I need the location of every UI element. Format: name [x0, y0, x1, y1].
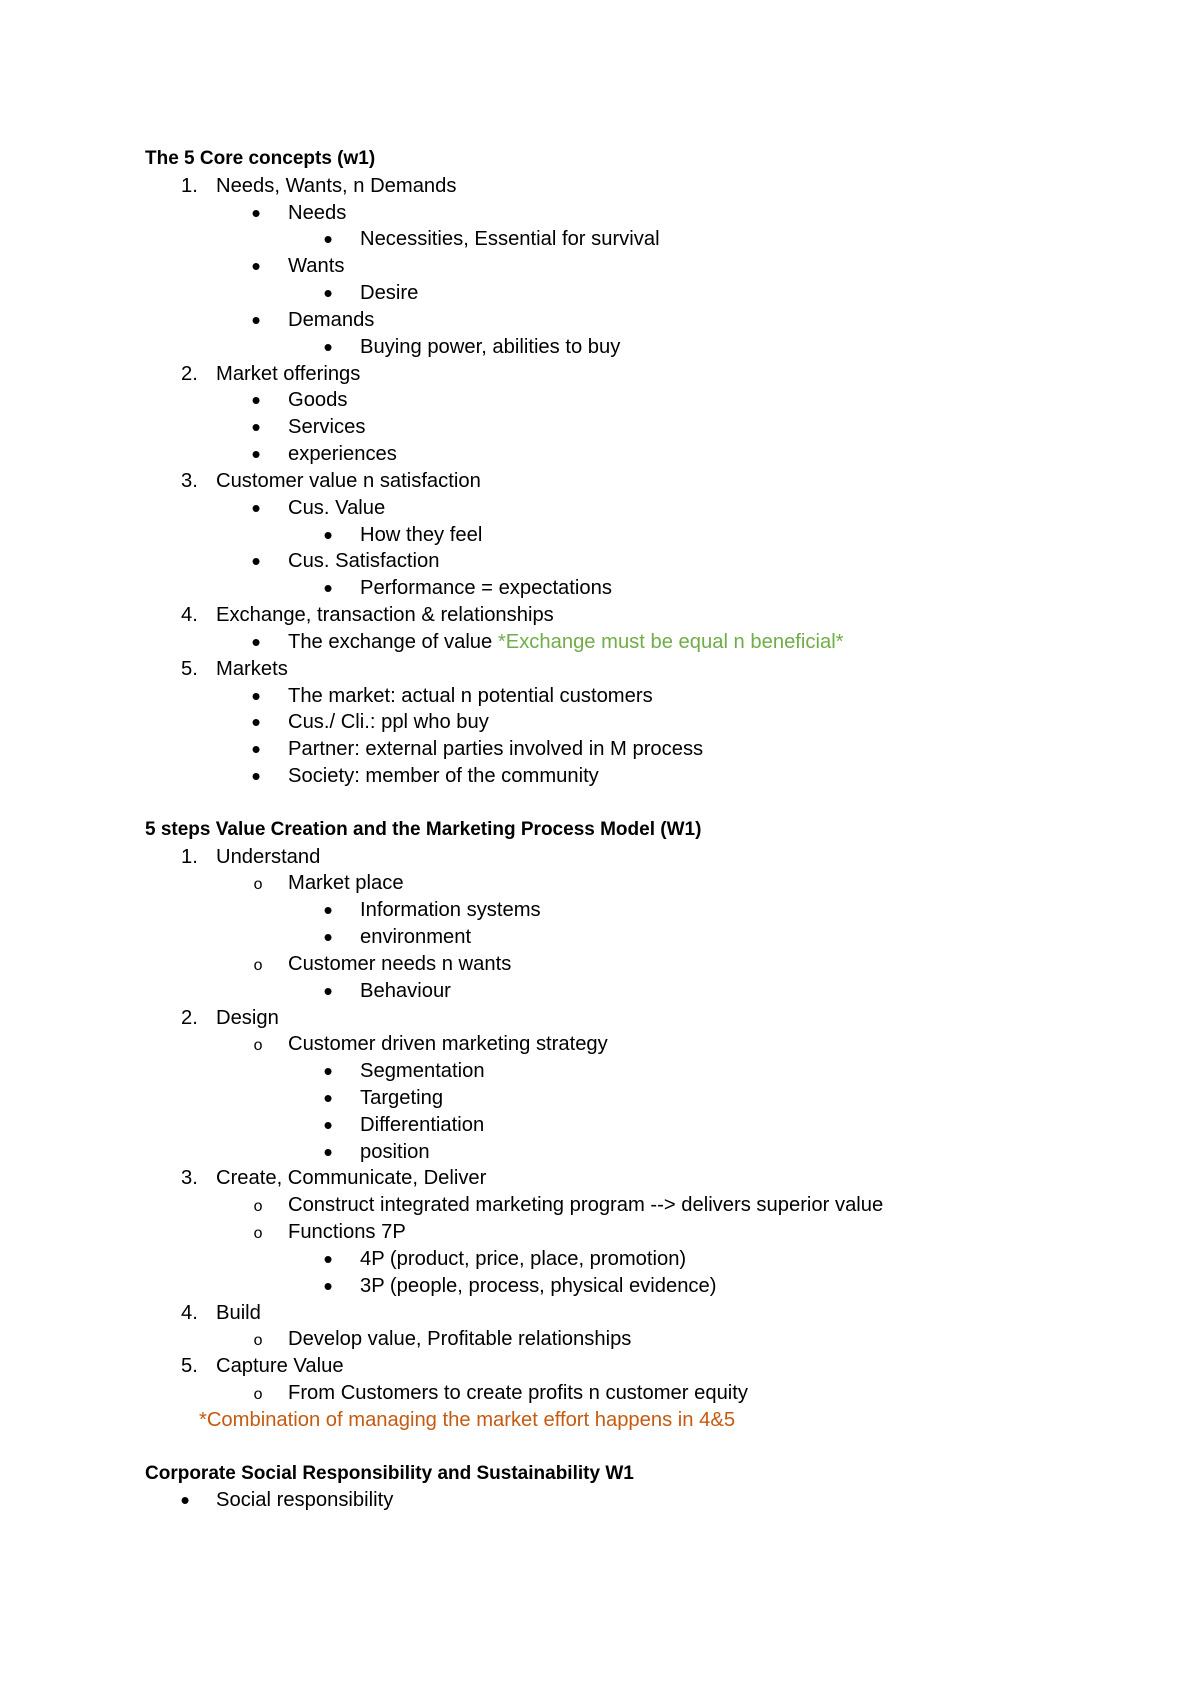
- bullet-marker: •: [251, 492, 261, 523]
- bullet-marker: •: [323, 224, 333, 255]
- sub-bullet-item: [0, 1109, 1200, 1140]
- bullet-text: Segmentation: [360, 1060, 485, 1083]
- bullet-text: Partner: external parties involved in M process: [288, 738, 704, 761]
- bullet-item: [0, 197, 1200, 228]
- bullet-text: Information systems: [360, 899, 541, 922]
- sub-bullet-item: [0, 519, 1200, 550]
- list-item-text: Build: [216, 1301, 261, 1324]
- bullet-marker: •: [251, 439, 261, 470]
- section-csr-sustainability: [0, 1461, 1200, 1515]
- bullet-item: [0, 387, 1200, 414]
- bullet-text: Differentiation: [360, 1113, 485, 1136]
- bullet-item: [0, 253, 1200, 280]
- list-number: 4.: [181, 1301, 198, 1324]
- highlight-note: *Combination of managing the market effort happens in 4&5: [199, 1408, 736, 1431]
- bullet-marker: •: [251, 680, 261, 711]
- bullet-item: [0, 1380, 1200, 1407]
- bullet-marker: •: [251, 251, 261, 282]
- list-item-text: Needs, Wants, n Demands: [216, 174, 457, 197]
- list-number: 3.: [181, 469, 198, 492]
- list-number: 5.: [181, 1355, 198, 1378]
- circle-bullet-marker: o: [253, 1037, 263, 1056]
- list-number: 1.: [181, 174, 198, 197]
- bullet-text: The market: actual n potential customers: [288, 684, 653, 707]
- section-heading-line: [0, 1461, 1200, 1488]
- numbered-item: [0, 468, 1200, 495]
- bullet-text: Customer driven marketing strategy: [288, 1033, 608, 1056]
- bullet-marker: •: [323, 922, 333, 953]
- bullet-marker: •: [323, 975, 333, 1006]
- section-heading: 5 steps Value Creation and the Marketing Process Model (W1): [145, 818, 702, 840]
- bullet-text: Society: member of the community: [288, 765, 599, 788]
- sub-bullet-item: [0, 226, 1200, 253]
- numbered-item: [0, 1165, 1200, 1192]
- list-number: 3.: [181, 1167, 198, 1190]
- bullet-marker: •: [251, 707, 261, 738]
- list-number: 5.: [181, 657, 198, 680]
- sub-bullet-item: [0, 1082, 1200, 1113]
- bullet-item: [0, 870, 1200, 897]
- bullet-item: [0, 548, 1200, 575]
- sub-bullet-item: [0, 280, 1200, 307]
- bullet-text: Demands: [288, 308, 375, 331]
- bullet-text: 4P (product, price, place, promotion): [360, 1247, 687, 1270]
- bullet-marker: •: [323, 573, 333, 604]
- bullet-text-with-note: [288, 629, 844, 656]
- sub-bullet-item: [0, 924, 1200, 951]
- bullet-marker: •: [323, 895, 333, 926]
- sub-bullet-item: [0, 1270, 1200, 1301]
- list-item-text: Market offerings: [216, 362, 361, 385]
- bullet-marker: •: [180, 1485, 190, 1516]
- bullet-item: [0, 1487, 1200, 1514]
- numbered-item: [0, 844, 1200, 871]
- bullet-text: Functions 7P: [288, 1221, 406, 1244]
- circle-bullet-marker: o: [253, 1386, 263, 1405]
- sub-bullet-item: [0, 1136, 1200, 1167]
- list-item-text: Design: [216, 1006, 279, 1029]
- section-heading-line: [0, 146, 1200, 173]
- bullet-marker: •: [251, 412, 261, 443]
- sub-bullet-item: [0, 975, 1200, 1006]
- bullet-marker: •: [323, 1109, 333, 1140]
- bullet-text: Wants: [288, 255, 345, 278]
- section-heading: The 5 Core concepts (w1): [145, 148, 376, 169]
- list-item-text: Customer value n satisfaction: [216, 469, 481, 492]
- list-number: 4.: [181, 604, 198, 627]
- bullet-marker: •: [323, 1136, 333, 1167]
- bullet-text: Goods: [288, 389, 348, 412]
- numbered-item: [0, 656, 1200, 683]
- bullet-text: From Customers to create profits n customer equity: [288, 1382, 748, 1405]
- list-item-text: Exchange, transaction & relationships: [216, 604, 554, 627]
- numbered-item: [0, 361, 1200, 388]
- bullet-marker: •: [323, 1270, 333, 1301]
- list-item-text: Markets: [216, 657, 288, 680]
- highlight-note-line: [0, 1407, 1200, 1434]
- bullet-text: experiences: [288, 443, 397, 466]
- bullet-item: [0, 1031, 1200, 1058]
- numbered-item: [0, 1005, 1200, 1032]
- bullet-item: [0, 951, 1200, 978]
- circle-bullet-marker: o: [253, 1332, 263, 1351]
- sub-bullet-item: [0, 575, 1200, 602]
- list-item-text: Understand: [216, 845, 321, 868]
- bullet-marker: •: [323, 519, 333, 550]
- bullet-text: Develop value, Profitable relationships: [288, 1328, 632, 1351]
- bullet-item: [0, 626, 1200, 657]
- section-heading-line: [0, 817, 1200, 844]
- bullet-item: [0, 709, 1200, 736]
- circle-bullet-marker: o: [253, 956, 263, 975]
- bullet-item: [0, 414, 1200, 441]
- bullet-text: Targeting: [360, 1086, 444, 1109]
- sub-bullet-item: [0, 897, 1200, 924]
- bullet-text: environment: [360, 926, 472, 949]
- highlight-note: *Exchange must be equal n beneficial*: [497, 630, 844, 653]
- bullet-item: [0, 1326, 1200, 1353]
- bullet-marker: •: [323, 1082, 333, 1113]
- document-page: [0, 146, 1200, 1514]
- bullet-text: Cus. Satisfaction: [288, 550, 440, 573]
- list-number: 2.: [181, 1006, 198, 1029]
- bullet-marker: •: [251, 626, 261, 657]
- bullet-text: Necessities, Essential for survival: [360, 228, 660, 251]
- bullet-item: [0, 441, 1200, 468]
- list-number: 1.: [181, 845, 198, 868]
- bullet-text: Buying power, abilities to buy: [360, 335, 621, 358]
- bullet-marker: •: [251, 761, 261, 792]
- bullet-item: [0, 492, 1200, 523]
- sub-bullet-item: [0, 331, 1200, 362]
- bullet-marker: •: [323, 1056, 333, 1087]
- bullet-item: [0, 304, 1200, 335]
- bullet-text: Market place: [288, 872, 404, 895]
- paragraph-spacer: [0, 1434, 1200, 1461]
- list-item-text: Create, Communicate, Deliver: [216, 1167, 487, 1190]
- bullet-item: [0, 1192, 1200, 1219]
- sub-bullet-item: [0, 1243, 1200, 1274]
- bullet-marker: •: [323, 278, 333, 309]
- bullet-text: Behaviour: [360, 979, 451, 1002]
- bullet-marker: •: [251, 197, 261, 228]
- bullet-text: How they feel: [360, 523, 483, 546]
- bullet-text: Needs: [288, 201, 347, 224]
- bullet-marker: •: [251, 734, 261, 765]
- paragraph-spacer: [0, 790, 1200, 817]
- numbered-item: [0, 173, 1200, 200]
- sub-bullet-item: [0, 1058, 1200, 1085]
- bullet-item: [0, 736, 1200, 763]
- bullet-text: Construct integrated marketing program --> delivers superior value: [288, 1194, 884, 1217]
- bullet-item: [0, 763, 1200, 790]
- numbered-item: [0, 1300, 1200, 1327]
- bullet-text: Services: [288, 416, 366, 439]
- list-number: 2.: [181, 362, 198, 385]
- bullet-text: Performance = expectations: [360, 577, 612, 600]
- bullet-text: 3P (people, process, physical evidence): [360, 1274, 717, 1297]
- bullet-text: The exchange of value: [288, 630, 493, 653]
- bullet-item: [0, 1219, 1200, 1246]
- bullet-marker: •: [323, 331, 333, 362]
- bullet-text: Customer needs n wants: [288, 952, 512, 975]
- list-item-text: Capture Value: [216, 1355, 344, 1378]
- bullet-text: Social responsibility: [216, 1489, 394, 1512]
- numbered-item: [0, 602, 1200, 629]
- bullet-marker: •: [251, 546, 261, 577]
- bullet-item: [0, 680, 1200, 711]
- bullet-marker: •: [323, 1243, 333, 1274]
- circle-bullet-marker: o: [253, 1225, 263, 1244]
- bullet-text: Desire: [360, 282, 419, 305]
- bullet-marker: •: [251, 304, 261, 335]
- bullet-text: position: [360, 1140, 430, 1163]
- circle-bullet-marker: o: [253, 876, 263, 895]
- bullet-text: Cus./ Cli.: ppl who buy: [288, 711, 489, 734]
- section-core-concepts: [0, 146, 1200, 790]
- bullet-marker: •: [251, 385, 261, 416]
- bullet-text: Cus. Value: [288, 496, 386, 519]
- section-value-creation-process: [0, 817, 1200, 1434]
- numbered-item: [0, 1353, 1200, 1380]
- circle-bullet-marker: o: [253, 1198, 263, 1217]
- section-heading: Corporate Social Responsibility and Sustainability W1: [145, 1462, 634, 1484]
